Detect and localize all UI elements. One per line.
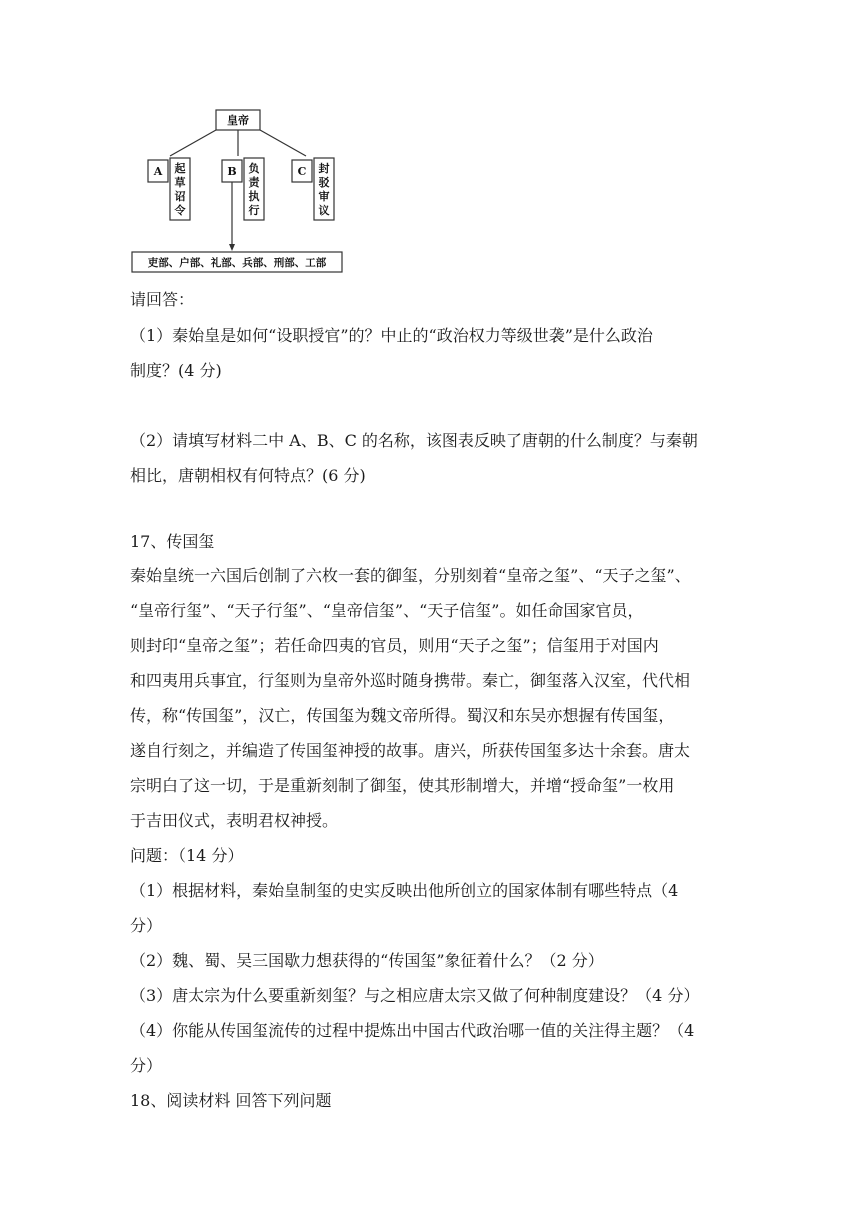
q17-passage-line: “皇帝行玺”、“天子行玺”、“皇帝信玺”、“天子信玺”。如任命国家官员， (130, 601, 644, 620)
three-departments-diagram (128, 104, 348, 276)
q18-title: 18、阅读材料 回答下列问题 (130, 1091, 332, 1110)
q17-passage-line: 秦始皇统一六国后创制了六枚一套的御玺，分别刻着“皇帝之玺”、“天子之玺”、 (130, 566, 691, 585)
q17-passage-line: 和四夷用兵事宜，行玺则为皇帝外巡时随身携带。秦亡，御玺落入汉室，代代相 (130, 671, 691, 690)
label-c-3: 审 (318, 190, 330, 203)
q17-question-line: （1）根据材料，秦始皇制玺的史实反映出他所创立的国家体制有哪些特点（4 (130, 881, 679, 900)
q17-question-line: （4）你能从传国玺流传的过程中提炼出中国古代政治哪一值的关注得主题？（4 (130, 1021, 695, 1040)
q17-passage-line: 宗明白了这一切，于是重新刻制了御玺，使其形制增大，并增“授命玺”一枚用 (130, 776, 675, 795)
connector-c (260, 130, 306, 156)
label-b-2: 责 (248, 176, 260, 189)
emperor-label: 皇帝 (227, 114, 249, 127)
q17-question-head: 问题：（14 分） (130, 846, 244, 865)
q17-passage-line: 遂自行刻之，并编造了传国玺神授的故事。唐兴，所获传国玺多达十余套。唐太 (130, 741, 691, 760)
q16-sub2-line2: 相比，唐朝相权有何特点？(6 分) (130, 466, 366, 485)
q17-question-line: （3）唐太宗为什么要重新刻玺？与之相应唐太宗又做了何种制度建设？（4 分） (130, 986, 700, 1005)
q17-passage-line: 传，称“传国玺”，汉亡，传国玺为魏文帝所得。蜀汉和东吴亦想握有传国玺， (130, 706, 675, 725)
q17-passage-line: 于吉田仪式，表明君权神授。 (130, 811, 339, 830)
q17-question-line: （2）魏、蜀、吴三国歇力想获得的“传国玺”象征着什么？（2 分） (130, 951, 604, 970)
label-c-1: 封 (318, 162, 330, 175)
arrow-head (229, 244, 235, 251)
box-b-label: B (227, 165, 237, 178)
q17-passage-line: 则封印“皇帝之玺”；若任命四夷的官员，则用“天子之玺”；信玺用于对国内 (130, 636, 659, 655)
label-a-1: 起 (174, 162, 186, 175)
label-c-4: 议 (318, 204, 330, 217)
label-a-3: 诏 (174, 190, 186, 203)
label-a-2: 草 (174, 176, 186, 189)
label-b-1: 负 (248, 162, 260, 175)
six-ministries-label: 吏部、户部、礼部、兵部、刑部、工部 (147, 257, 327, 269)
q16-sub1-line2: 制度？(4 分) (130, 361, 222, 380)
q16-sub1-line1: （1）秦始皇是如何“设职授官”的？中止的“政治权力等级世袭”是什么政治 (130, 326, 653, 345)
q17-title: 17、传国玺 (130, 532, 215, 551)
label-c-2: 驳 (318, 176, 330, 189)
q17-question-line: 分） (130, 916, 163, 935)
q17-passage (130, 558, 740, 1118)
connector-a (170, 130, 216, 156)
label-b-4: 行 (248, 204, 260, 217)
box-a-label: A (153, 165, 163, 178)
box-c-label: C (297, 165, 307, 178)
q17-question-line: 分） (130, 1056, 163, 1075)
q16-sub2-line1: （2）请填写材料二中 A、B、C 的名称，该图表反映了唐朝的什么制度？与秦朝 (130, 431, 698, 450)
label-b-3: 执 (248, 190, 260, 203)
q16-prompt: 请回答： (130, 290, 195, 309)
label-a-4: 令 (174, 204, 186, 217)
